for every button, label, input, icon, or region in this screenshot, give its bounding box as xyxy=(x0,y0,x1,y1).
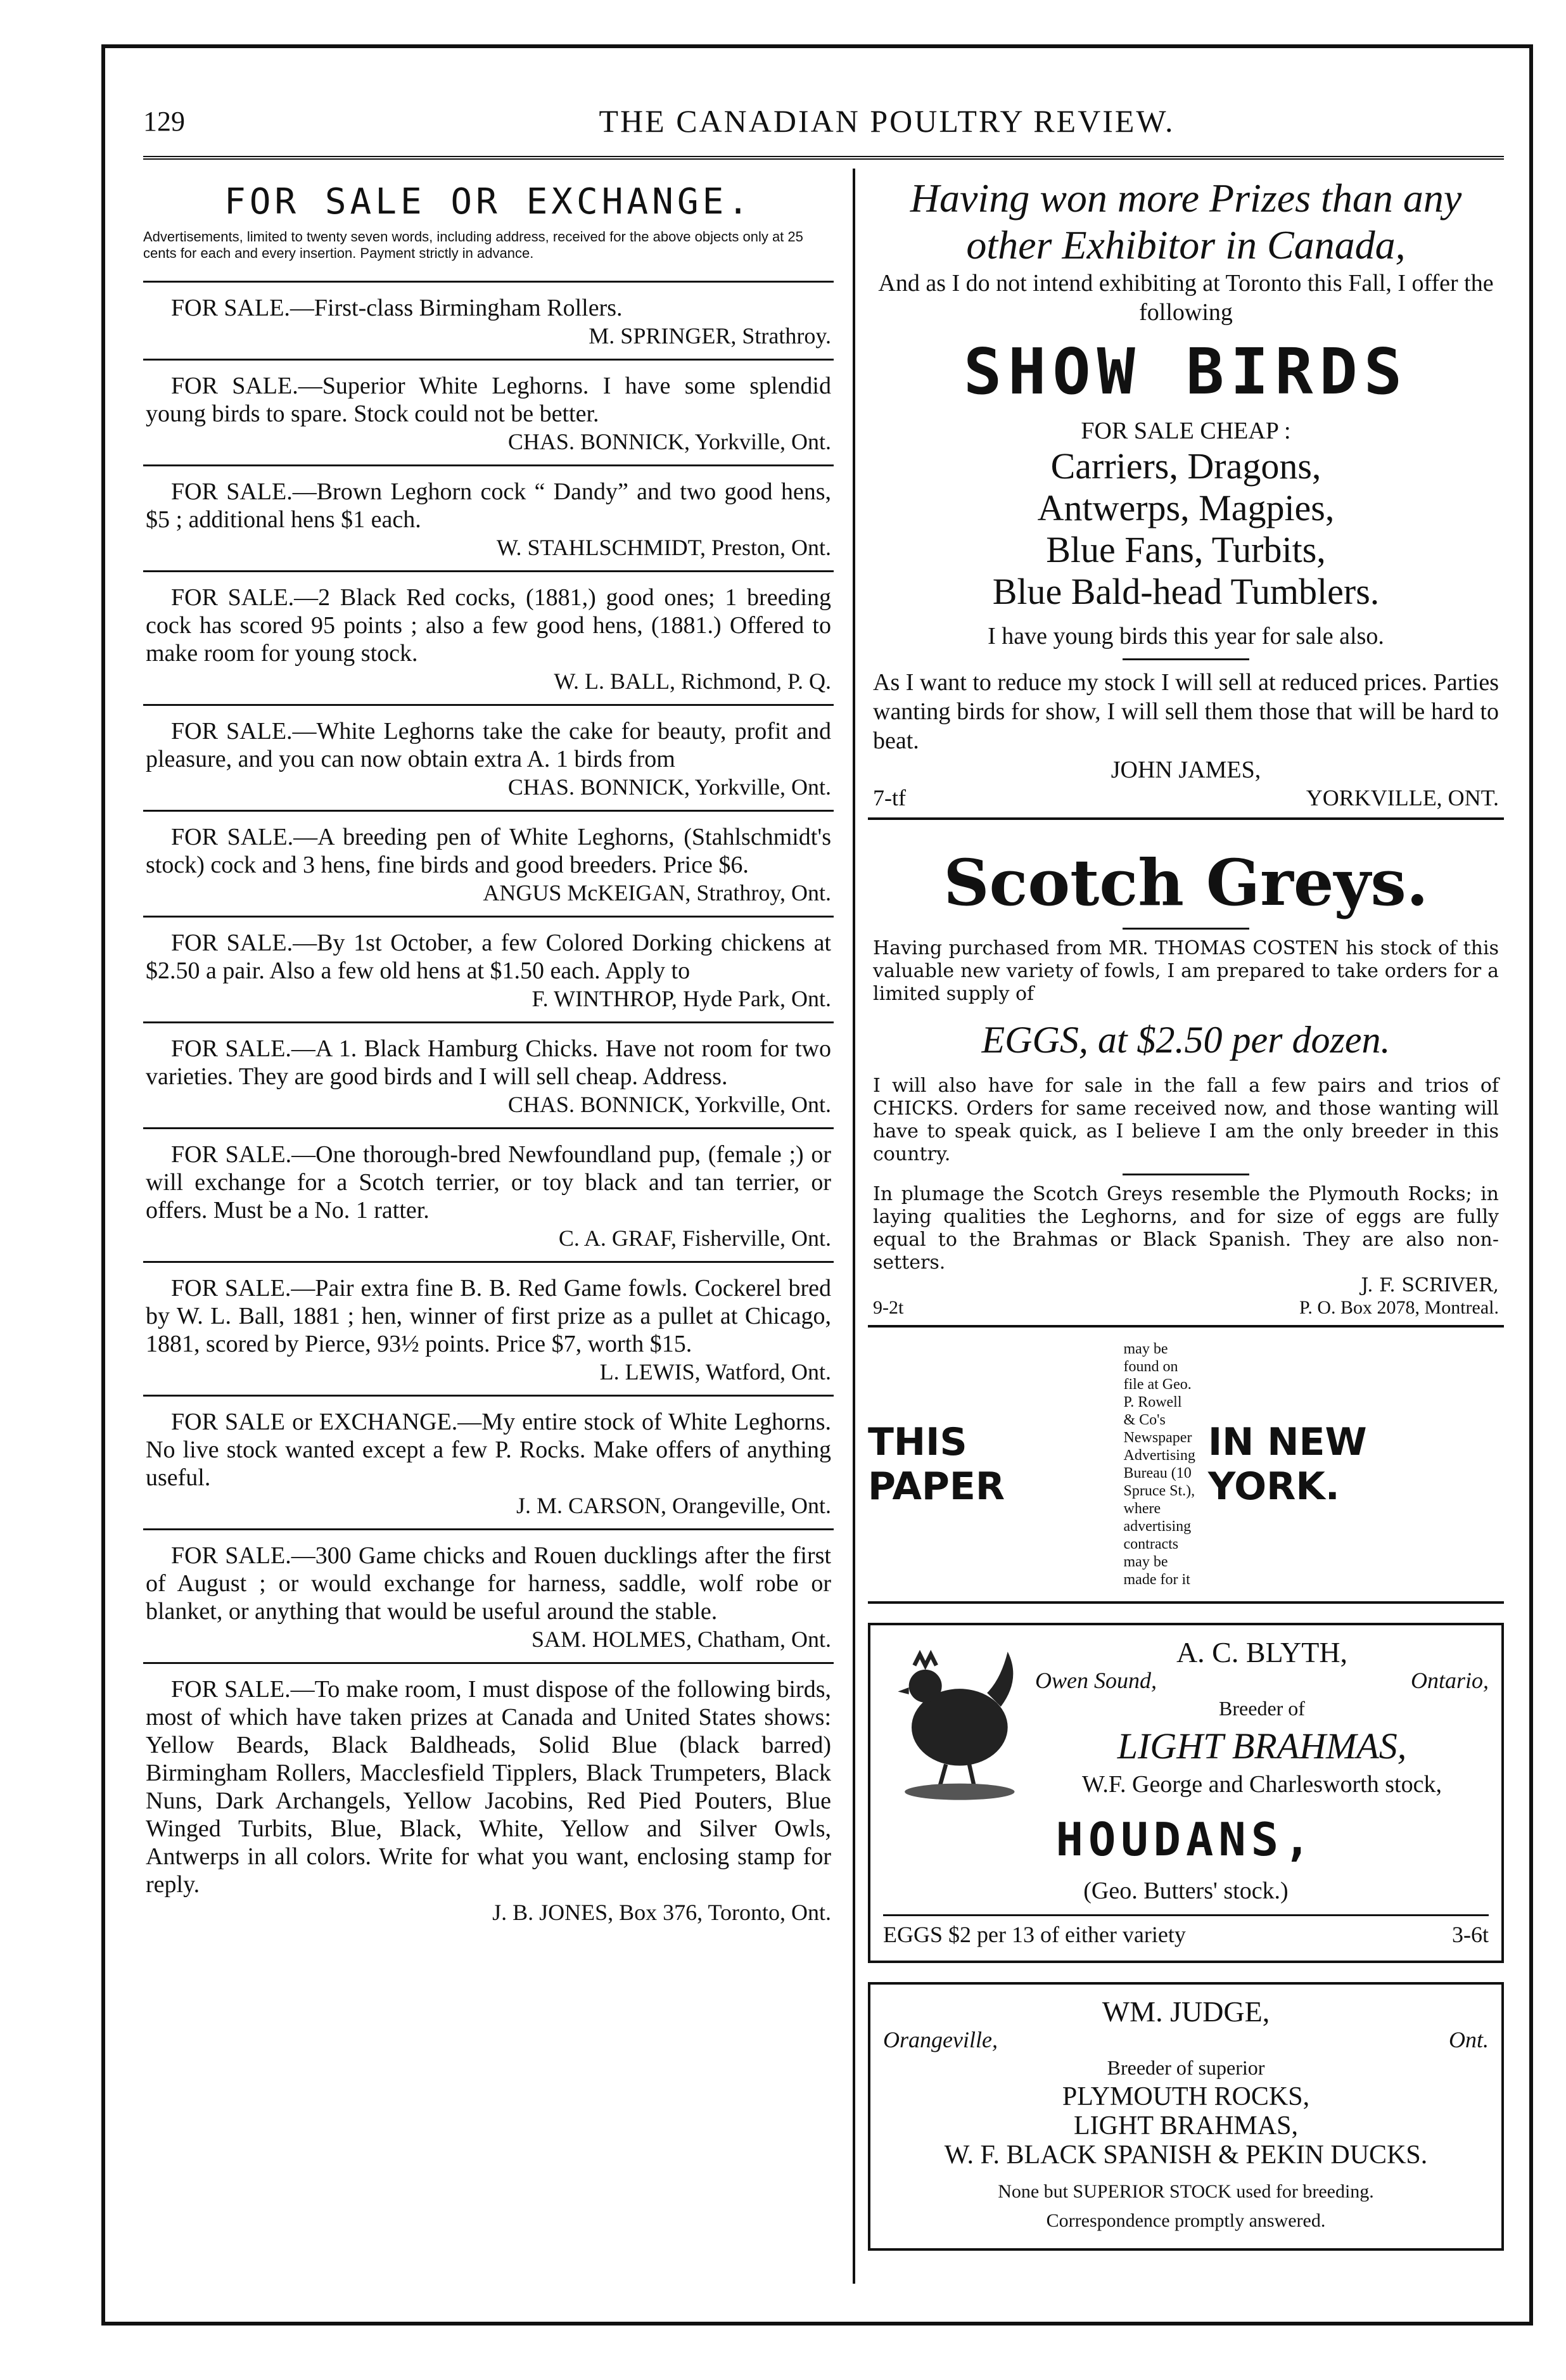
classified-ad xyxy=(143,464,834,570)
ad-signature: M. SPRINGER, Strathroy. xyxy=(589,323,831,349)
james-headline: Having won more Prizes than any other Exhibitor in Canada, xyxy=(910,176,1462,267)
advertiser-place: Orangeville, xyxy=(883,2027,998,2052)
eggs-row xyxy=(883,1914,1489,1948)
right-column xyxy=(853,169,1504,2284)
ad-signature: J. B. JONES, Box 376, Toronto, Ont. xyxy=(492,1900,831,1925)
ad-body: FOR SALE.—A breeding pen of White Leghorns, (Stahlschmidt's stock) cock and 3 hens, fine birds and good breeders. Price $6. xyxy=(146,824,831,878)
divider xyxy=(1123,658,1249,660)
classified-ad xyxy=(143,1127,834,1261)
classified-ad xyxy=(143,1528,834,1662)
advertiser-name: WM. JUDGE, xyxy=(1102,1995,1270,2028)
breed-line: Blue Bald-head Tumblers. xyxy=(992,571,1380,612)
scotch-paragraph: In plumage the Scotch Greys resemble the Plymouth Rocks; in laying qualities the Leghorns, and for size of eggs are fully equal to the Brahmas or Black Spanish. They are also non-setters. xyxy=(873,1183,1499,1274)
reduce-note: As I want to reduce my stock I will sell at reduced prices. Parties wanting birds for show, I will sell them those that will be hard to beat. xyxy=(873,669,1499,754)
classified-ad xyxy=(143,1021,834,1127)
ad-body: FOR SALE.—Pair extra fine B. B. Red Game fowls. Cockerel bred by W. L. Ball, 1881 ; hen, winner of first prize as a pullet at Chicago, 1881, scored by Pierce, 93½ points. Price $7, worth $15. xyxy=(146,1275,831,1357)
james-ad xyxy=(868,169,1504,817)
left-column xyxy=(143,169,834,2284)
breed-line: Carriers, Dragons, xyxy=(1050,445,1321,487)
place-row xyxy=(1035,1667,1489,1694)
insertion-code: 7-tf xyxy=(873,785,906,810)
advertiser-name: A. C. BLYTH, xyxy=(1176,1636,1348,1668)
ad-body: FOR SALE.—To make room, I must dispose of the following birds, most of which have taken prizes at Canada and United States shows: Yellow Beards, Black Baldheads, Solid Blue (black barred) Birmingham Rollers, Macclesfield Tipplers, Black Trumpeters, Black Nuns, Dark Archangels, Yellow Jacobins, Red Pied Pouters, Blue Winged Turbits, Blue, Black, White, Yellow and Silver Owls, Antwerps in all colors. Write for what you want, enclosing stamp for reply. xyxy=(146,1676,831,1898)
ad-signature: CHAS. BONNICK, Yorkville, Ont. xyxy=(507,429,831,454)
advertiser-province: Ontario, xyxy=(1410,1668,1489,1693)
ad-signature: W. STAHLSCHMIDT, Preston, Ont. xyxy=(496,535,831,560)
divider xyxy=(1123,928,1249,930)
scotch-greys-ad xyxy=(868,817,1504,1325)
scotch-paragraph: I will also have for sale in the fall a few pairs and trios of CHICKS. Orders for same received now, and those wanting will have to speak quick, as I believe I am the only breeder in this country. xyxy=(873,1075,1499,1165)
eggs-price: EGGS $2 per 13 of either variety xyxy=(883,1922,1186,1947)
classified-ad xyxy=(143,1662,834,1935)
breeder-label: Breeder of xyxy=(1219,1697,1305,1720)
correspondence-note: Correspondence promptly answered. xyxy=(1046,2210,1326,2231)
breed-line: W. F. BLACK SPANISH & PEKIN DUCKS. xyxy=(944,2140,1428,2170)
ad-signature: C. A. GRAF, Fisherville, Ont. xyxy=(558,1225,831,1251)
page-title: THE CANADIAN POULTRY REVIEW. xyxy=(599,103,1175,139)
divider xyxy=(1123,1174,1249,1175)
for-sale-cheap: FOR SALE CHEAP : xyxy=(1081,418,1291,444)
ad-body: FOR SALE.—2 Black Red cocks, (1881,) good ones; 1 breeding cock has scored 95 points ; also a few good hens, (1881.) Offered to make room for young stock. xyxy=(146,584,831,667)
classified-ad xyxy=(143,281,834,359)
hen-illustration xyxy=(883,1638,1022,1803)
james-intro: And as I do not intend exhibiting at Toronto this Fall, I offer the following xyxy=(878,270,1494,326)
ad-signature: F. WINTHROP, Hyde Park, Ont. xyxy=(532,986,831,1011)
page-header xyxy=(143,86,1504,160)
advertiser-name: JOHN JAMES, xyxy=(1111,757,1261,783)
breed-line: PLYMOUTH ROCKS, xyxy=(1062,2082,1310,2111)
place-row xyxy=(883,2026,1489,2053)
stock-note: None but SUPERIOR STOCK used for breeding. xyxy=(998,2181,1374,2202)
breed-name: LIGHT BRAHMAS, xyxy=(1117,1725,1407,1767)
advertiser-place: Owen Sound, xyxy=(1035,1668,1157,1693)
this-paper-label: THIS PAPER xyxy=(868,1420,1005,1509)
blyth-header xyxy=(883,1638,1489,1803)
this-paper-text: may be found on file at Geo. P. Rowell & Co's Newspaper Advertising Bureau (10 Spruce St.), where advertising contracts may be made for it xyxy=(1123,1341,1195,1588)
advertiser-place: YORKVILLE, ONT. xyxy=(1306,785,1499,810)
ad-signature: W. L. BALL, Richmond, P. Q. xyxy=(554,669,831,694)
butters-stock: (Geo. Butters' stock.) xyxy=(1083,1878,1289,1904)
ad-body: FOR SALE.—Superior White Leghorns. I have some splendid young birds to spare. Stock could not be better. xyxy=(146,373,831,427)
ad-signature: ANGUS McKEIGAN, Strathroy, Ont. xyxy=(483,880,831,905)
ad-body: FOR SALE or EXCHANGE.—My entire stock of White Leghorns. No live stock wanted except a few P. Rocks. Make offers of anything useful. xyxy=(146,1409,831,1491)
breed-line: Antwerps, Magpies, xyxy=(1037,487,1335,528)
ad-body: FOR SALE.—By 1st October, a few Colored Dorking chickens at $2.50 a pair. Also a few old hens at $1.50 each. Apply to xyxy=(146,930,831,984)
ad-body: FOR SALE.—Brown Leghorn cock “ Dandy” and two good hens, $5 ; additional hens $1 each. xyxy=(146,478,831,533)
breed-line: LIGHT BRAHMAS, xyxy=(1074,2111,1298,2140)
signature-row xyxy=(873,784,1499,811)
eggs-price: EGGS, at $2.50 per dozen. xyxy=(981,1019,1391,1061)
ad-body: FOR SALE.—One thorough-bred Newfoundland pup, (female ;) or will exchange for a Scotch terrier, or toy black and tan terrier, or offers. Must be a No. 1 ratter. xyxy=(146,1141,831,1224)
ad-signature: J. M. CARSON, Orangeville, Ont. xyxy=(516,1493,831,1518)
terms-text: Advertisements, limited to twenty seven words, including address, received for the above objects only at 25 cents for each and every insertion. Payment strictly in advance. xyxy=(143,229,803,261)
advertiser-province: Ont. xyxy=(1449,2027,1489,2052)
page-number: 129 xyxy=(143,105,185,137)
insertion-code: 9-2t xyxy=(873,1297,904,1318)
ad-body: FOR SALE.—A 1. Black Hamburg Chicks. Have not room for two varieties. They are good birds and I will sell cheap. Address. xyxy=(146,1035,831,1090)
signature-row xyxy=(873,1297,1499,1319)
section-title: FOR SALE OR EXCHANGE. xyxy=(224,181,753,222)
this-paper-notice xyxy=(868,1325,1504,1604)
new-york-label: IN NEW YORK. xyxy=(1207,1420,1367,1509)
classified-ad xyxy=(143,359,834,464)
insertion-code: 3-6t xyxy=(1452,1922,1489,1947)
ad-signature: SAM. HOLMES, Chatham, Ont. xyxy=(531,1627,831,1652)
classified-ad xyxy=(143,1261,834,1395)
classified-ad xyxy=(143,1395,834,1528)
ad-body: FOR SALE.—White Leghorns take the cake for beauty, profit and pleasure, and you can now obtain extra A. 1 birds from xyxy=(146,718,831,772)
ad-signature: CHAS. BONNICK, Yorkville, Ont. xyxy=(507,1092,831,1117)
advertiser-name: J. F. SCRIVER, xyxy=(1361,1274,1499,1296)
classified-ad xyxy=(143,810,834,916)
classified-ad xyxy=(143,570,834,704)
stock-origin: W.F. George and Charlesworth stock, xyxy=(1082,1771,1442,1798)
breed-line: Blue Fans, Turbits, xyxy=(1046,529,1326,570)
ad-signature: CHAS. BONNICK, Yorkville, Ont. xyxy=(507,774,831,800)
houdans-title: HOUDANS, xyxy=(1055,1813,1316,1866)
young-birds-note: I have young birds this year for sale also. xyxy=(988,623,1384,649)
page-frame xyxy=(101,44,1533,2326)
ad-signature: L. LEWIS, Watford, Ont. xyxy=(599,1359,831,1385)
ad-body: FOR SALE.—300 Game chicks and Rouen ducklings after the first of August ; or would exchange for harness, saddle, wolf robe or blanket, or anything that would be useful around the stable. xyxy=(146,1542,831,1625)
classified-ad xyxy=(143,916,834,1021)
advertiser-address: P. O. Box 2078, Montreal. xyxy=(1299,1297,1499,1318)
scotch-greys-title: Scotch Greys. xyxy=(943,845,1429,920)
ad-body: FOR SALE.—First-class Birmingham Rollers. xyxy=(171,295,623,321)
judge-ad xyxy=(868,1982,1504,2251)
blyth-ad xyxy=(868,1623,1504,1963)
show-birds-title: SHOW BIRDS xyxy=(963,335,1409,409)
breeder-label: Breeder of superior xyxy=(1107,2056,1265,2079)
classified-ad xyxy=(143,704,834,810)
scotch-paragraph: Having purchased from MR. THOMAS COSTEN his stock of this valuable new variety of fowls, I am prepared to take orders for a limited supply of xyxy=(873,937,1499,1005)
